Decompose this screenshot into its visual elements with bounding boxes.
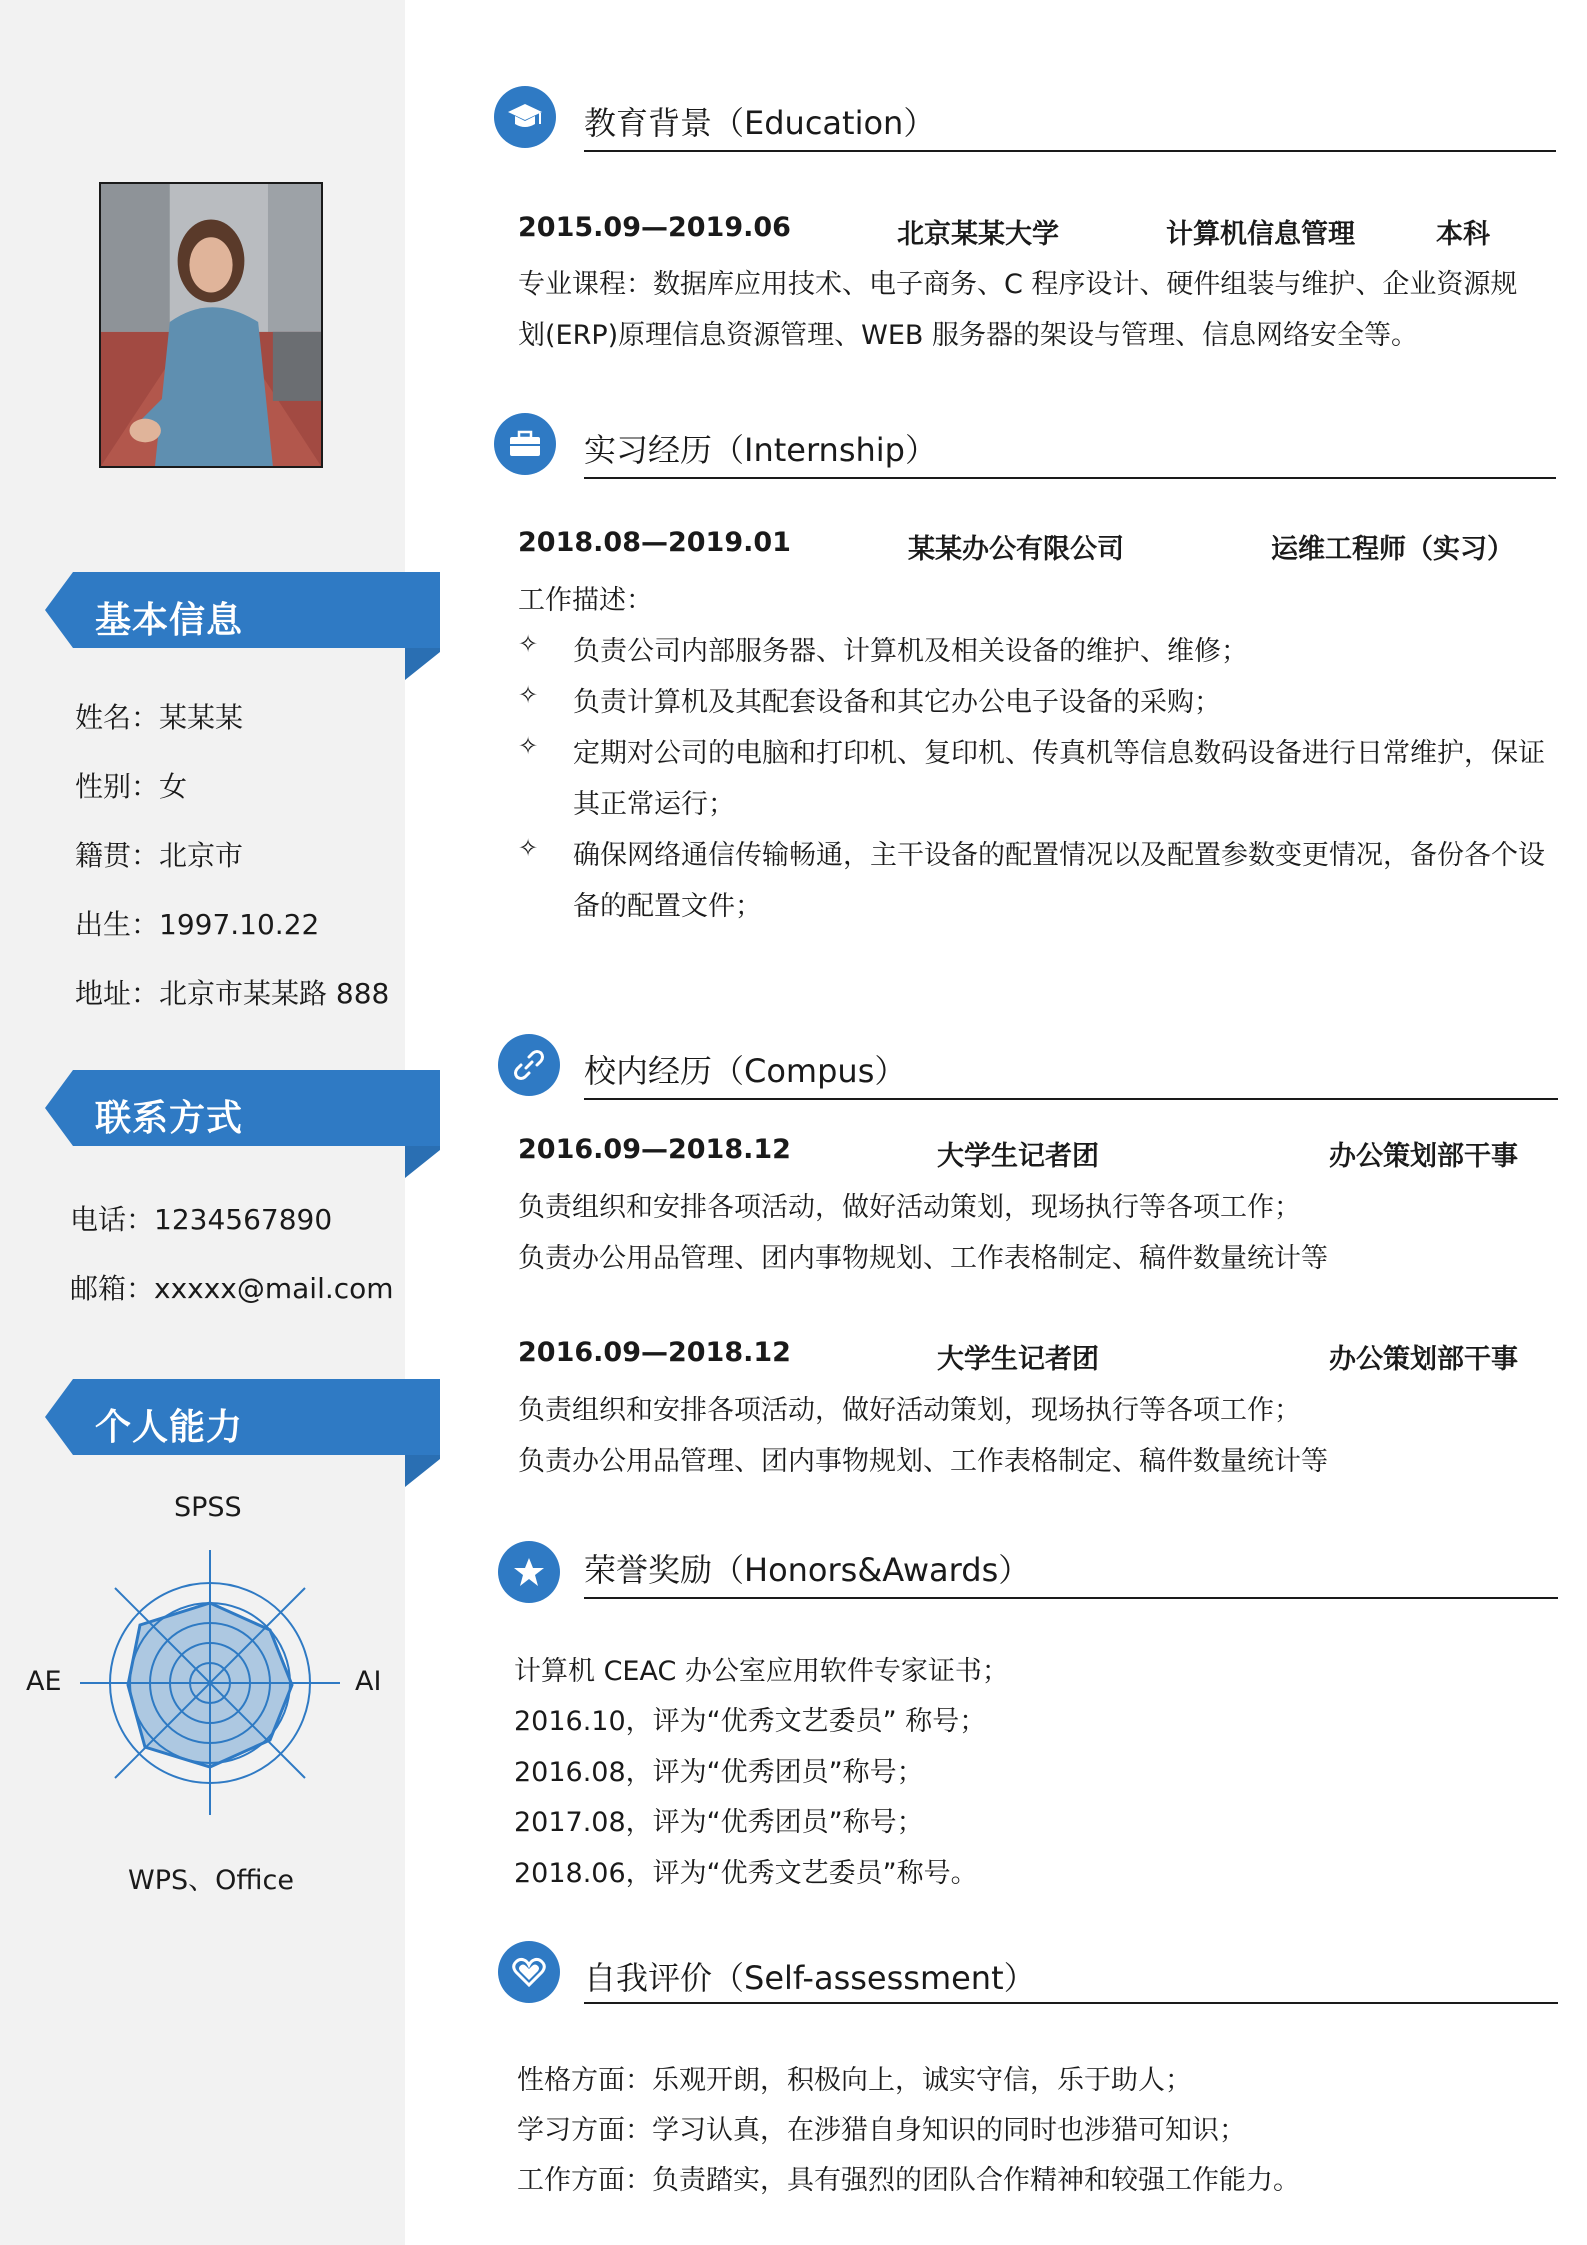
star-icon (498, 1541, 560, 1603)
heart-icon (498, 1941, 560, 2003)
campus-entry-1-period: 2016.09—2018.12 (518, 1134, 791, 1165)
honor-item-2: 2016.10，评为“优秀文艺委员” 称号； (514, 1706, 987, 1737)
education-period: 2015.09—2019.06 (518, 212, 791, 243)
campus-entry-2-org: 大学生记者团 (937, 1344, 1099, 1375)
info-address: 地址：北京市某某路 888 (75, 977, 390, 1010)
education-courses-line2: 划(ERP)原理信息资源管理、WEB 服务器的架设与管理、信息网络安全等。 (518, 320, 1419, 351)
internship-period: 2018.08—2019.01 (518, 527, 791, 558)
education-divider (584, 150, 1556, 152)
basic-info-ribbon (45, 572, 440, 682)
campus-entry-2-line2: 负责办公用品管理、团内事物规划、工作表格制定、稿件数量统计等 (518, 1446, 1328, 1477)
education-school: 北京某某大学 (897, 219, 1059, 250)
campus-entry-1-org: 大学生记者团 (937, 1141, 1099, 1172)
info-birth: 出生：1997.10.22 (75, 908, 320, 941)
internship-company: 某某办公有限公司 (908, 534, 1124, 565)
campus-entry-1-line1: 负责组织和安排各项活动，做好活动策划，现场执行等各项工作； (518, 1192, 1301, 1223)
briefcase-icon (494, 413, 556, 475)
internship-bullet-4: 确保网络通信传输畅通，主干设备的配置情况以及配置参数变更情况，备份各个设 (573, 840, 1545, 871)
basic-info-title: 基本信息 (95, 600, 244, 641)
skills-title: 个人能力 (95, 1407, 244, 1448)
contact-ribbon (45, 1070, 440, 1180)
honor-item-3: 2016.08，评为“优秀团员”称号； (514, 1757, 924, 1788)
honor-item-1: 计算机 CEAC 办公室应用软件专家证书； (514, 1656, 1009, 1687)
internship-title: 实习经历（Internship） (584, 431, 937, 469)
link-icon (498, 1034, 560, 1096)
self-assessment-title: 自我评价（Self-assessment） (584, 1959, 1036, 1997)
internship-role: 运维工程师（实习） (1271, 534, 1514, 565)
campus-entry-1-role: 办公策划部干事 (1329, 1141, 1518, 1172)
internship-bullet-4-cont: 备的配置文件； (573, 891, 762, 922)
honor-item-4: 2017.08，评为“优秀团员”称号； (514, 1807, 924, 1838)
skills-radar-chart (70, 1535, 350, 1835)
radar-label-bottom: WPS、Office (128, 1865, 294, 1896)
self-assessment-divider (584, 2002, 1558, 2004)
self-assessment-item-1: 性格方面：乐观开朗，积极向上，诚实守信，乐于助人； (517, 2065, 1192, 2096)
skills-ribbon (45, 1379, 440, 1489)
contact-email: 邮箱：xxxxx@mail.com (70, 1272, 394, 1305)
internship-bullet-1: 负责公司内部服务器、计算机及相关设备的维护、维修； (573, 636, 1248, 667)
contact-title: 联系方式 (95, 1098, 244, 1139)
info-name: 姓名：某某某 (75, 701, 244, 734)
campus-entry-1-line2: 负责办公用品管理、团内事物规划、工作表格制定、稿件数量统计等 (518, 1243, 1328, 1274)
info-gender: 性别：女 (75, 770, 188, 803)
honor-item-5: 2018.06，评为“优秀文艺委员”称号。 (514, 1858, 978, 1889)
campus-divider (584, 1098, 1558, 1100)
honors-title: 荣誉奖励（Honors&Awards） (584, 1551, 1031, 1589)
internship-divider (584, 477, 1556, 479)
education-courses-line1: 专业课程：数据库应用技术、电子商务、C 程序设计、硬件组装与维护、企业资源规 (518, 269, 1518, 300)
honors-divider (584, 1597, 1558, 1599)
bullet-icon: ✧ (518, 630, 539, 658)
education-major: 计算机信息管理 (1166, 219, 1355, 250)
internship-bullet-2: 负责计算机及其配套设备和其它办公电子设备的采购； (573, 687, 1221, 718)
radar-label-right: AI (355, 1666, 382, 1697)
contact-phone: 电话：1234567890 (70, 1203, 333, 1236)
bullet-icon: ✧ (518, 681, 539, 709)
campus-entry-2-period: 2016.09—2018.12 (518, 1337, 791, 1368)
info-hometown: 籍贯：北京市 (75, 839, 244, 872)
graduation-cap-icon (494, 86, 556, 148)
radar-label-left: AE (26, 1666, 62, 1697)
self-assessment-item-3: 工作方面：负责踏实，具有强烈的团队合作精神和较强工作能力。 (517, 2165, 1300, 2196)
internship-bullet-3: 定期对公司的电脑和打印机、复印机、传真机等信息数码设备进行日常维护，保证 (573, 738, 1545, 769)
self-assessment-item-2: 学习方面：学习认真，在涉猎自身知识的同时也涉猎可知识； (517, 2115, 1246, 2146)
campus-title: 校内经历（Compus） (584, 1052, 907, 1090)
education-degree: 本科 (1436, 219, 1490, 250)
internship-desc-label: 工作描述： (518, 585, 653, 616)
profile-photo (99, 182, 323, 468)
internship-bullet-3-cont: 其正常运行； (573, 789, 735, 820)
campus-entry-2-role: 办公策划部干事 (1329, 1344, 1518, 1375)
bullet-icon: ✧ (518, 834, 539, 862)
education-title: 教育背景（Education） (584, 104, 936, 142)
bullet-icon: ✧ (518, 732, 539, 760)
campus-entry-2-line1: 负责组织和安排各项活动，做好活动策划，现场执行等各项工作； (518, 1395, 1301, 1426)
radar-label-top: SPSS (174, 1492, 242, 1523)
